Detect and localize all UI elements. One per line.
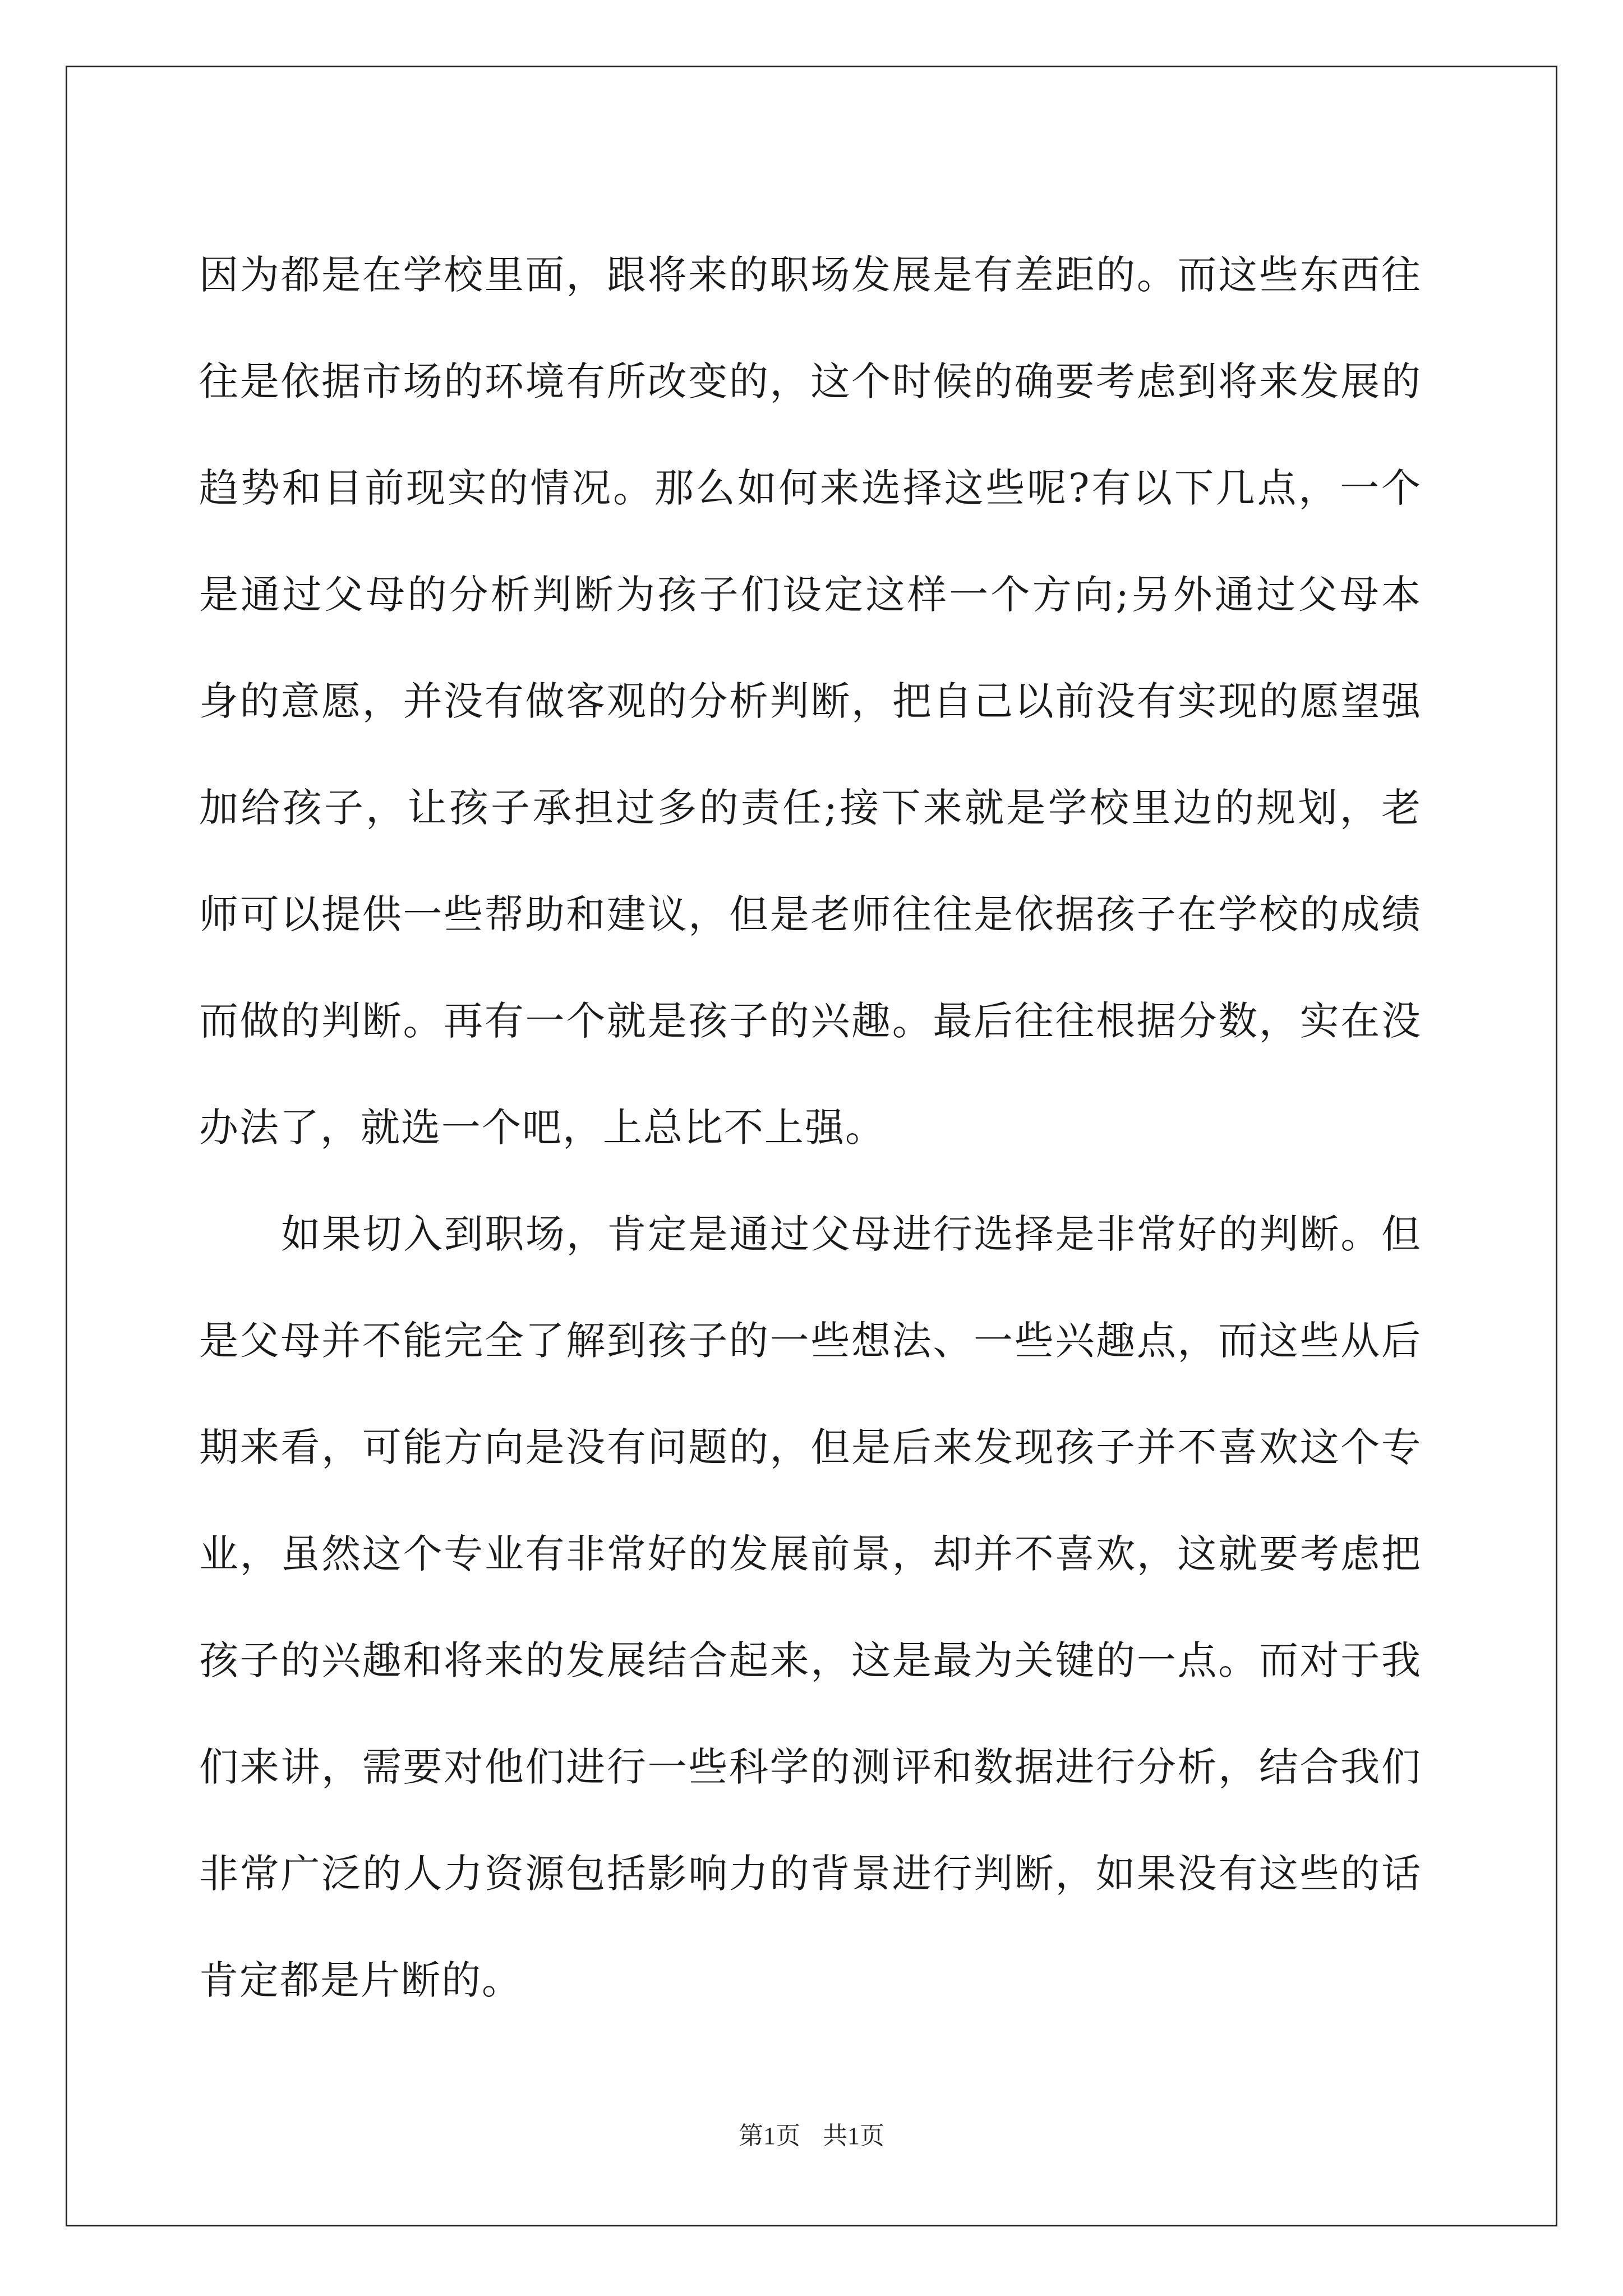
paragraph-2: 如果切入到职场，肯定是通过父母进行选择是非常好的判断。但是父母并不能完全了解到孩子的一些想法、一些兴趣点，而这些从后期来看，可能方向是没有问题的，但是后来发现孩子并不喜欢这个专业，虽然这个专业有非常好的发展前景，却并不喜欢，这就要考虑把孩子的兴趣和将来的发展结合起来，这是最为关键的一点。而对于我们来讲，需要对他们进行一些科学的测评和数据进行分析，结合我们非常广泛的人力资源包括影响力的背景进行判断，如果没有这些的话肯定都是片断的。 [199, 1211, 1422, 2003]
page-number-total: 共1页 [823, 2122, 884, 2150]
paragraph-1: 因为都是在学校里面，跟将来的职场发展是有差距的。而这些东西往往是依据市场的环境有所改变的，这个时候的确要考虑到将来发展的趋势和目前现实的情况。那么如何来选择这些呢?有以下几点，一个是通过父母的分析判断为孩子们设定这样一个方向;另外通过父母本身的意愿，并没有做客观的分析判断，把自己以前没有实现的愿望强加给孩子，让孩子承担过多的责任;接下来就是学校里边的规划，老师可以提供一些帮助和建议，但是老师往往是依据孩子在学校的成绩而做的判断。再有一个就是孩子的兴趣。最后往往根据分数，实在没办法了，就选一个吧，上总比不上强。 [199, 252, 1422, 1151]
page-number-current: 第1页 [739, 2122, 800, 2150]
page-footer [0, 2119, 1623, 2153]
document-body [199, 222, 1422, 2033]
